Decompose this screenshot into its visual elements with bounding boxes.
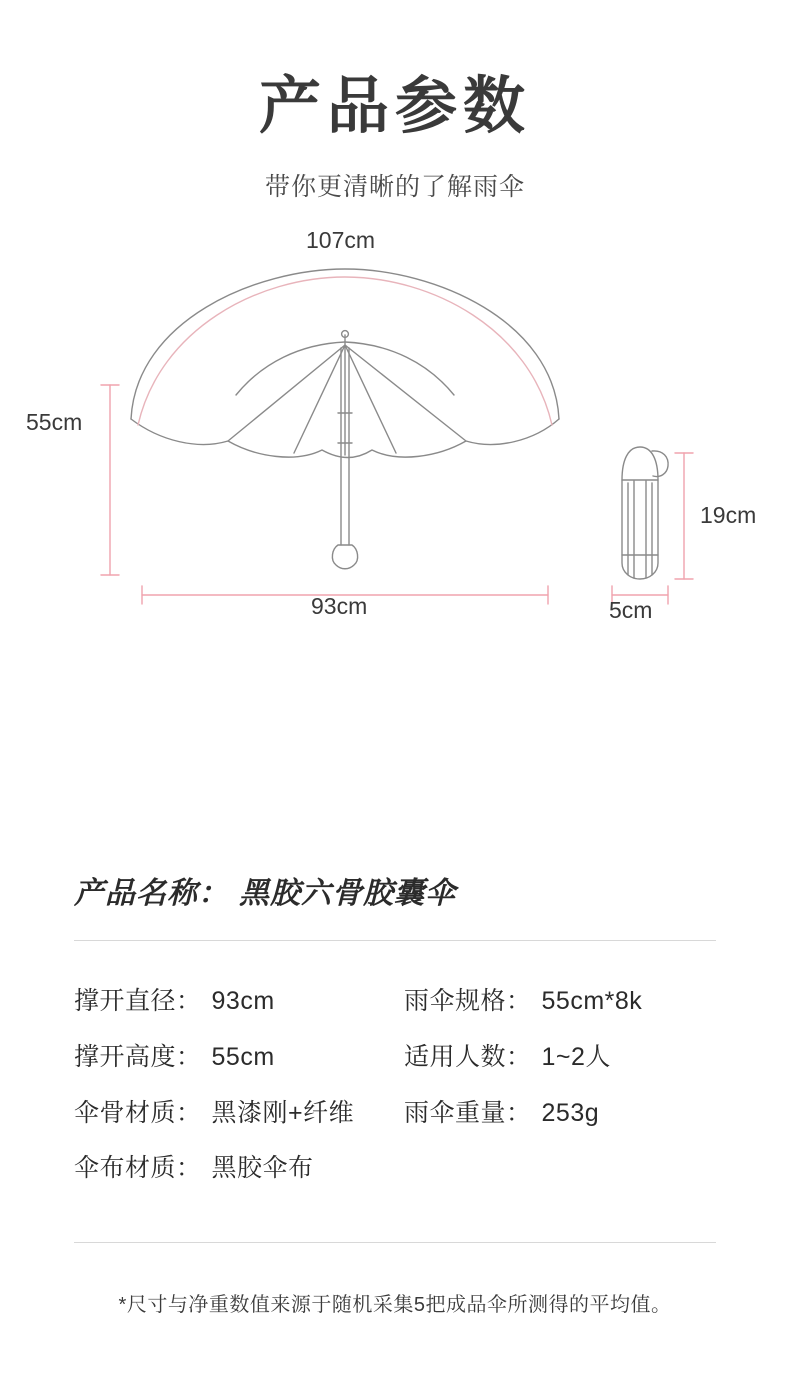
product-name (74, 868, 456, 912)
spec-value: 55cm (211, 1042, 275, 1071)
umbrella-diagram-svg (0, 245, 790, 705)
open-height-label: 55cm (26, 409, 83, 436)
divider-top (74, 940, 716, 941)
product-name-label: 产品名称： (74, 877, 229, 910)
spec-label: 伞骨材质： (74, 1098, 202, 1127)
spec-row (74, 1152, 404, 1186)
spec-label: 雨伞规格： (404, 987, 532, 1015)
spec-value: 55cm*8k (541, 987, 643, 1015)
spec-label: 撑开高度： (74, 1042, 202, 1071)
spec-value: 黑胶伞布 (211, 1154, 314, 1183)
canopy-width-label: 107cm (306, 227, 376, 254)
spec-value: 1~2人 (541, 1042, 611, 1071)
page-header (0, 0, 790, 203)
spec-row (404, 985, 734, 1019)
spec-label: 伞布材质： (74, 1154, 202, 1183)
folded-height-label: 19cm (700, 502, 757, 529)
dimension-diagram (0, 227, 790, 705)
spec-value: 253g (541, 1098, 600, 1127)
product-name-value: 黑胶六骨胶囊伞 (239, 877, 456, 910)
spec-row-empty (404, 1152, 734, 1186)
page-title: 产品参数 (258, 72, 531, 141)
page-subtitle: 带你更清晰的了解雨伞 (264, 173, 525, 202)
spec-row (404, 1097, 734, 1131)
open-diameter-label: 93cm (311, 593, 368, 620)
spec-row (74, 1097, 404, 1131)
spec-row (404, 1041, 734, 1075)
divider-bottom (74, 1242, 716, 1243)
spec-row (74, 985, 404, 1019)
footnote: *尺寸与净重数值来源于随机采集5把成品伞所测得的平均值。 (118, 1294, 672, 1316)
spec-row (74, 1041, 404, 1075)
folded-width-label: 5cm (609, 597, 653, 624)
spec-value: 93cm (211, 987, 275, 1015)
spec-label: 雨伞重量： (404, 1098, 532, 1127)
spec-label: 适用人数： (404, 1042, 532, 1071)
spec-table (74, 985, 734, 1186)
spec-value: 黑漆刚+纤维 (211, 1098, 355, 1127)
spec-label: 撑开直径： (74, 987, 202, 1015)
